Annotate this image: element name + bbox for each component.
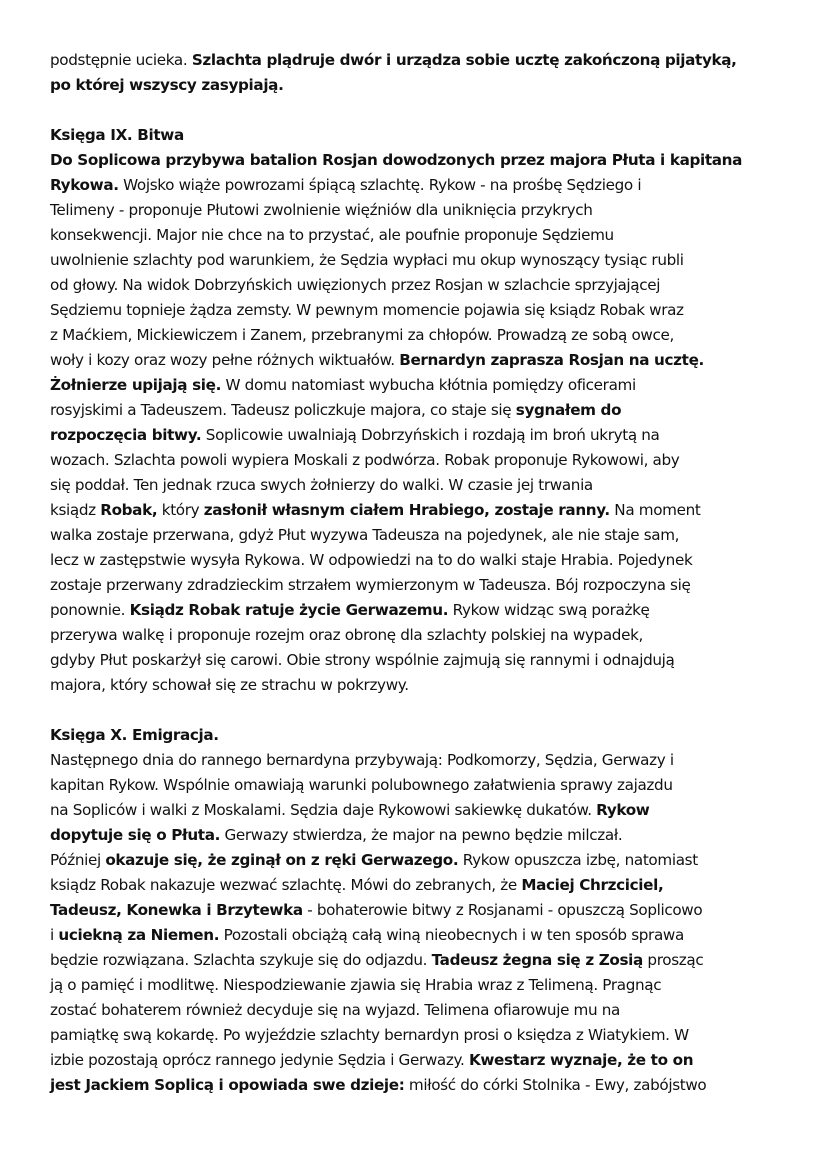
body-text: który <box>157 501 204 519</box>
body-text: przerywa walkę i proponuje rozejm oraz obronę dla szlachty polskiej na wypadek, <box>50 626 643 644</box>
document-page <box>50 48 790 1098</box>
body-text: Sędziemu topnieje żądza zemsty. W pewnym momencie pojawia się ksiądz Robak wraz <box>50 301 684 319</box>
text-line <box>50 848 790 873</box>
text-line <box>50 498 790 523</box>
text-line <box>50 273 790 298</box>
body-text: uwolnienie szlachty pod warunkiem, że Sędzia wypłaci mu okup wynoszący tysiąc rubli <box>50 251 684 269</box>
body-text: Później <box>50 851 106 869</box>
text-line <box>50 798 790 823</box>
text-line <box>50 523 790 548</box>
text-line <box>50 1048 790 1073</box>
body-text: lecz w zastępstwie wysyła Rykowa. W odpowiedzi na to do walki staje Hrabia. Pojedynek <box>50 551 693 569</box>
paragraph-gap <box>50 698 790 723</box>
body-text: Gerwazy stwierdza, że major na pewno będzie milczał. <box>220 826 623 844</box>
body-text: zostaje przerwany zdradzieckim strzałem wymierzonym w Tadeusza. Bój rozpoczyna się <box>50 576 691 594</box>
body-text: podstępnie ucieka. <box>50 51 192 69</box>
text-line <box>50 573 790 598</box>
bold-text: zasłonił własnym ciałem Hrabiego, zostaje ranny. <box>203 501 610 519</box>
body-text: Rykow opuszcza izbę, natomiast <box>458 851 698 869</box>
bold-text: Rykow <box>596 801 650 819</box>
body-text: się poddał. Ten jednak rzuca swych żołnierzy do walki. W czasie jej trwania <box>50 476 593 494</box>
bold-text: Bernardyn zaprasza Rosjan na ucztę. <box>399 351 704 369</box>
text-line <box>50 948 790 973</box>
bold-text: jest Jackiem Soplicą i opowiada swe dzieje: <box>50 1076 405 1094</box>
bold-text: rozpoczęcia bitwy. <box>50 426 202 444</box>
body-text: z Maćkiem, Mickiewiczem i Zanem, przebranymi za chłopów. Prowadzą ze sobą owce, <box>50 326 674 344</box>
section-book-x <box>50 723 790 1098</box>
body-text: rosyjskimi a Tadeuszem. Tadeusz policzkuje majora, co staje się <box>50 401 516 419</box>
text-line <box>50 623 790 648</box>
bold-text: Robak, <box>100 501 158 519</box>
bold-text: Rykowa. <box>50 176 119 194</box>
section-heading: Księga IX. Bitwa <box>50 126 184 144</box>
text-line <box>50 373 790 398</box>
text-line <box>50 473 790 498</box>
body-text: Na moment <box>609 501 701 519</box>
bold-text: Kwestarz wyznaje, że to on <box>468 1051 694 1069</box>
body-text: ją o pamięć i modlitwę. Niespodziewanie zjawia się Hrabia wraz z Telimeną. Pragnąc <box>50 976 662 994</box>
body-text: ponownie. <box>50 601 130 619</box>
body-text: - bohaterowie bitwy z Rosjanami - opuszczą Soplicowo <box>302 901 703 919</box>
bold-text: Szlachta plądruje dwór i urządza sobie ucztę zakończoną pijatyką, <box>191 51 737 69</box>
bold-text: Ksiądz Robak ratuje życie Gerwazemu. <box>129 601 449 619</box>
body-text: miłość do córki Stolnika - Ewy, zabójstwo <box>404 1076 707 1094</box>
bold-text: uciekną za Niemen. <box>58 926 220 944</box>
text-line <box>50 548 790 573</box>
text-line <box>50 423 790 448</box>
text-line <box>50 223 790 248</box>
body-text: Pozostali obciążą całą winą nieobecnych i w ten sposób sprawa <box>219 926 684 944</box>
body-text: wozach. Szlachta powoli wypiera Moskali z podwórza. Robak proponuje Rykowowi, aby <box>50 451 680 469</box>
text-line <box>50 898 790 923</box>
section-body <box>50 748 790 1098</box>
text-line <box>50 1073 790 1098</box>
text-line <box>50 998 790 1023</box>
bold-text: okazuje się, że zginął on z ręki Gerwazego. <box>105 851 459 869</box>
body-text: konsekwencji. Major nie chce na to przystać, ale poufnie proponuje Sędziemu <box>50 226 614 244</box>
body-text: zostać bohaterem również decyduje się na wyjazd. Telimena ofiarowuje mu na <box>50 1001 620 1019</box>
section-body <box>50 148 790 698</box>
text-line <box>50 973 790 998</box>
text-line <box>50 748 790 773</box>
text-line <box>50 73 790 98</box>
bold-text: Do Soplicowa przybywa batalion Rosjan dowodzonych przez majora Płuta i kapitana <box>50 151 743 169</box>
text-line <box>50 248 790 273</box>
body-text: Następnego dnia do rannego bernardyna przybywają: Podkomorzy, Sędzia, Gerwazy i <box>50 751 674 769</box>
text-line <box>50 323 790 348</box>
intro-paragraph <box>50 48 790 98</box>
body-text: prosząc <box>642 951 704 969</box>
text-line <box>50 673 790 698</box>
text-line <box>50 348 790 373</box>
bold-text: Tadeusz żegna się z Zosią <box>431 951 643 969</box>
text-line <box>50 448 790 473</box>
section-heading: Księga X. Emigracja. <box>50 726 219 744</box>
text-line <box>50 148 790 173</box>
body-text: ksiądz Robak nakazuje wezwać szlachtę. Mówi do zebranych, że <box>50 876 522 894</box>
body-text: pamiątkę swą kokardę. Po wyjeździe szlachty bernardyn prosi o księdza z Wiatykiem. W <box>50 1026 689 1044</box>
body-text: ksiądz <box>50 501 101 519</box>
text-line <box>50 873 790 898</box>
body-text: Rykow widząc swą porażkę <box>448 601 650 619</box>
body-text: i <box>50 926 59 944</box>
body-text: majora, który schował się ze strachu w pokrzywy. <box>50 676 409 694</box>
text-line <box>50 923 790 948</box>
text-line <box>50 1023 790 1048</box>
body-text: izbie pozostają oprócz rannego jedynie Sędzia i Gerwazy. <box>50 1051 469 1069</box>
text-line <box>50 598 790 623</box>
section-book-ix <box>50 123 790 698</box>
text-line <box>50 173 790 198</box>
bold-text: Tadeusz, Konewka i Brzytewka <box>50 901 303 919</box>
text-line <box>50 198 790 223</box>
text-line <box>50 398 790 423</box>
bold-text: Maciej Chrzciciel, <box>521 876 664 894</box>
text-line <box>50 773 790 798</box>
bold-text: sygnałem do <box>515 401 622 419</box>
body-text: będzie rozwiązana. Szlachta szykuje się do odjazdu. <box>50 951 432 969</box>
body-text: kapitan Rykow. Wspólnie omawiają warunki polubownego załatwienia sprawy zajazdu <box>50 776 673 794</box>
bold-text: dopytuje się o Płuta. <box>50 826 221 844</box>
body-text: gdyby Płut poskarżył się carowi. Obie strony wspólnie zajmują się rannymi i odnajdują <box>50 651 675 669</box>
body-text: od głowy. Na widok Dobrzyńskich uwięzionych przez Rosjan w szlachcie sprzyjającej <box>50 276 661 294</box>
body-text: walka zostaje przerwana, gdyż Płut wyzywa Tadeusza na pojedynek, ale nie staje sam, <box>50 526 680 544</box>
body-text: Telimeny - proponuje Płutowi zwolnienie więźniów dla uniknięcia przykrych <box>50 201 593 219</box>
body-text: Soplicowie uwalniają Dobrzyńskich i rozdają im broń ukrytą na <box>201 426 660 444</box>
text-line <box>50 48 790 73</box>
body-text: Wojsko wiąże powrozami śpiącą szlachtę. Rykow - na prośbę Sędziego i <box>118 176 642 194</box>
text-line <box>50 298 790 323</box>
body-text: na Sopliców i walki z Moskalami. Sędzia daje Rykowowi sakiewkę dukatów. <box>50 801 597 819</box>
body-text: W domu natomiast wybucha kłótnia pomiędzy oficerami <box>221 376 636 394</box>
body-text: woły i kozy oraz wozy pełne różnych wiktuałów. <box>50 351 400 369</box>
bold-text: Żołnierze upijają się. <box>50 376 222 394</box>
text-line <box>50 648 790 673</box>
bold-text: po której wszyscy zasypiają. <box>50 76 284 94</box>
text-line <box>50 823 790 848</box>
paragraph-gap <box>50 98 790 123</box>
